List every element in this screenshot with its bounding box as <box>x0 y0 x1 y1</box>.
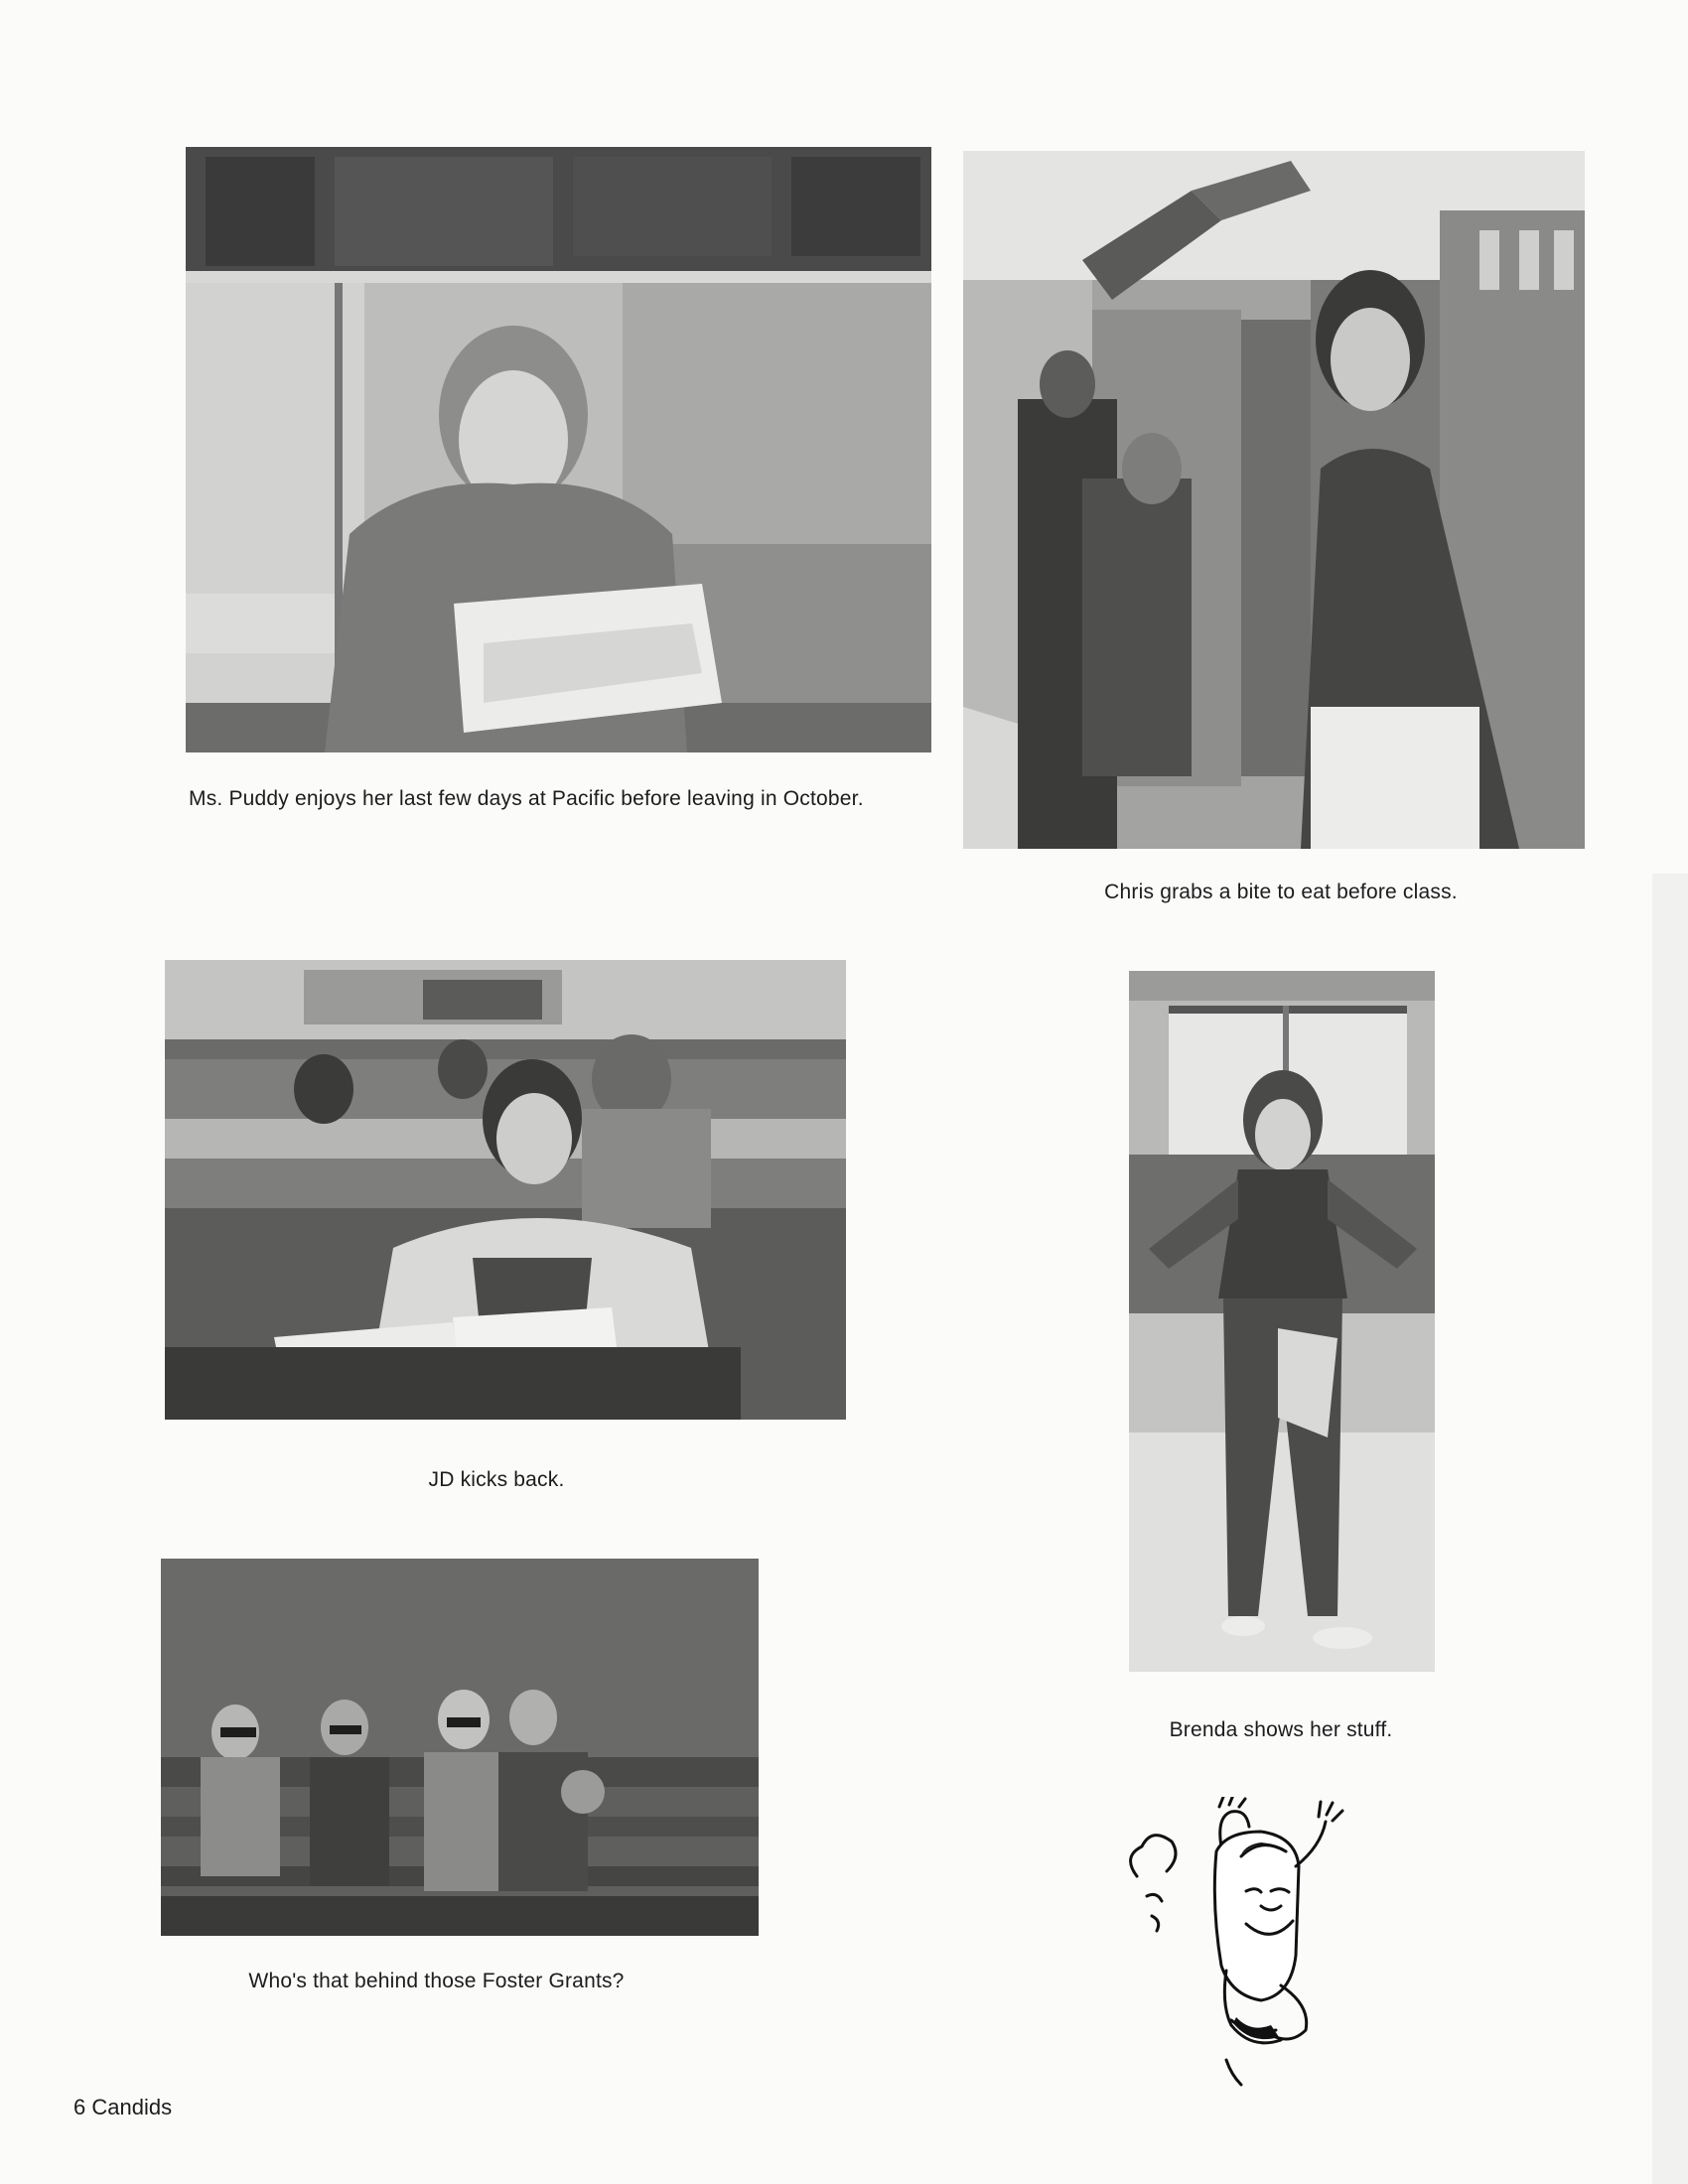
caption-chris-hallway: Chris grabs a bite to eat before class. <box>1104 881 1458 903</box>
page-edge-shadow <box>1652 874 1688 2184</box>
photo-chris-hallway <box>963 151 1585 849</box>
photo-brenda <box>1129 971 1435 1672</box>
caption-foster-grants: Who's that behind those Foster Grants? <box>248 1970 625 1992</box>
caption-brenda: Brenda shows her stuff. <box>1169 1718 1393 1741</box>
photo-foster-grants <box>161 1559 759 1936</box>
caption-jd-classroom: JD kicks back. <box>428 1468 565 1491</box>
cartoon-mascot-illustration <box>1122 1797 1380 2095</box>
photo-jd-classroom <box>165 960 846 1420</box>
caption-ms-puddy: Ms. Puddy enjoys her last few days at Pacific before leaving in October. <box>189 787 864 810</box>
photo-ms-puddy <box>186 147 931 752</box>
page-folio: 6 Candids <box>73 2095 173 2119</box>
